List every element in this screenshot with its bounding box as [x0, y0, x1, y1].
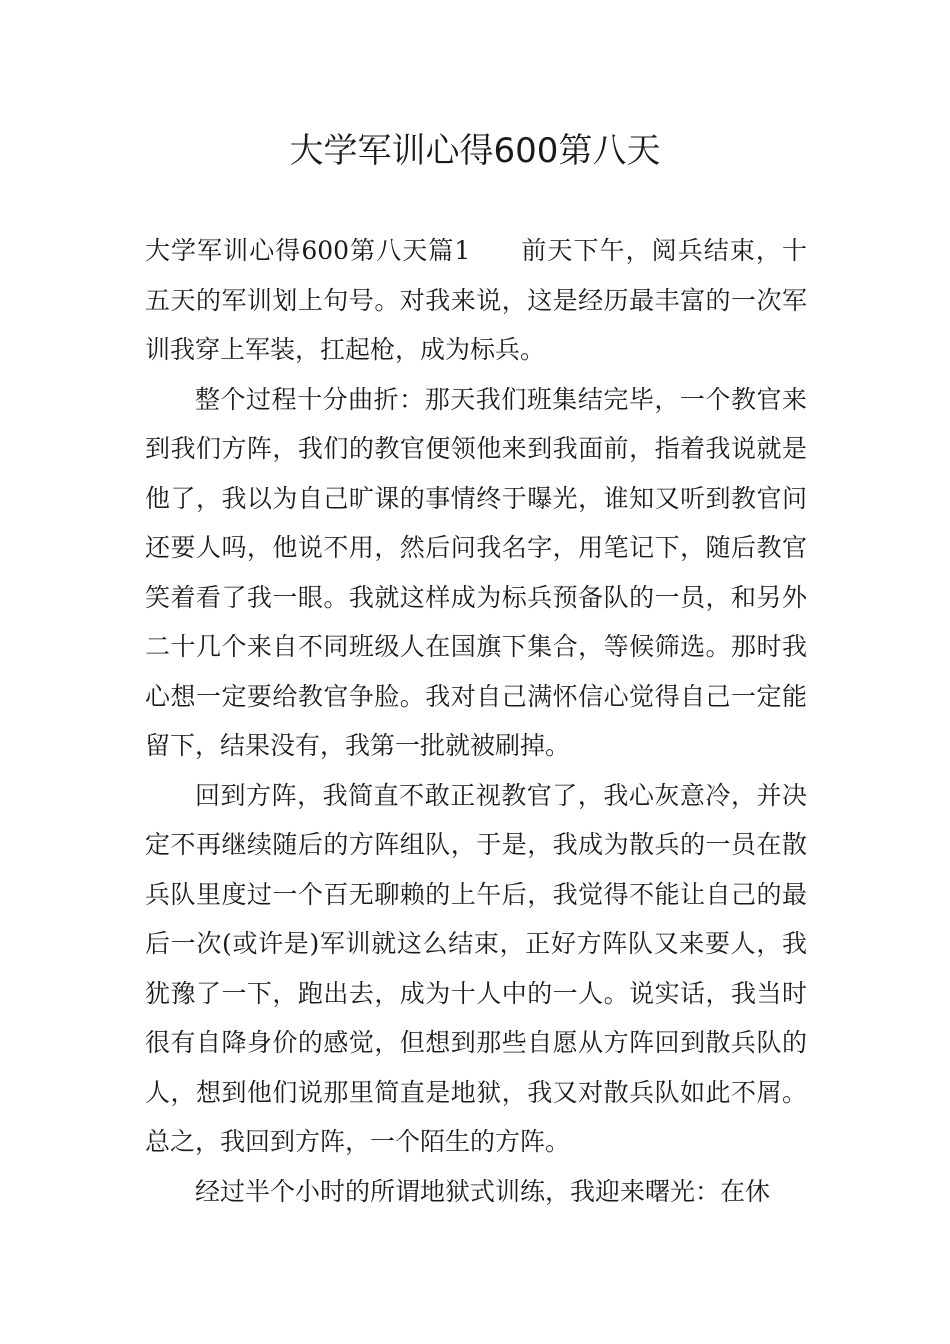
section-heading: 大学军训心得600第八天篇1 [145, 236, 471, 265]
paragraph-2 [145, 375, 807, 771]
paragraph-1 [145, 226, 807, 375]
paragraph-text: 整个过程十分曲折：那天我们班集结完毕，一个教官来到我们方阵，我们的教官便领他来到我面前，指着我说就是他了，我以为自己旷课的事情终于曝光，谁知又听到教官问还要人吗，他说不用，然后问我名字，用笔记下，随后教官笑着看了我一眼。我就这样成为标兵预备队的一员，和另外二十几个来自不同班级人在国旗下集合，等候筛选。那时我心想一定要给教官争脸。我对自己满怀信心觉得自己一定能留下，结果没有，我第一批就被刷掉。 [145, 384, 807, 760]
document-title: 大学军训心得600第八天 [289, 131, 661, 171]
document-body [145, 226, 807, 1216]
paragraph-3 [145, 771, 807, 1167]
paragraph-4 [145, 1167, 807, 1217]
paragraph-text: 回到方阵，我简直不敢正视教官了，我心灰意冷，并决定不再继续随后的方阵组队，于是，我成为散兵的一员在散兵队里度过一个百无聊赖的上午后，我觉得不能让自己的最后一次(或许是)军训就这么结束，正好方阵队又来要人，我犹豫了一下，跑出去，成为十人中的一人。说实话，我当时很有自降身价的感觉，但想到那些自愿从方阵回到散兵队的人，想到他们说那里简直是地狱，我又对散兵队如此不屑。总之，我回到方阵，一个陌生的方阵。 [145, 780, 807, 1156]
paragraph-text: 前天下午，阅兵结束，十五天的军训划上句号。对我来说，这是经历最丰富的一次军训我穿上军装，扛起枪，成为标兵。 [145, 236, 807, 364]
paragraph-text: 经过半个小时的所谓地狱式训练，我迎来曙光：在休 [195, 1176, 771, 1206]
